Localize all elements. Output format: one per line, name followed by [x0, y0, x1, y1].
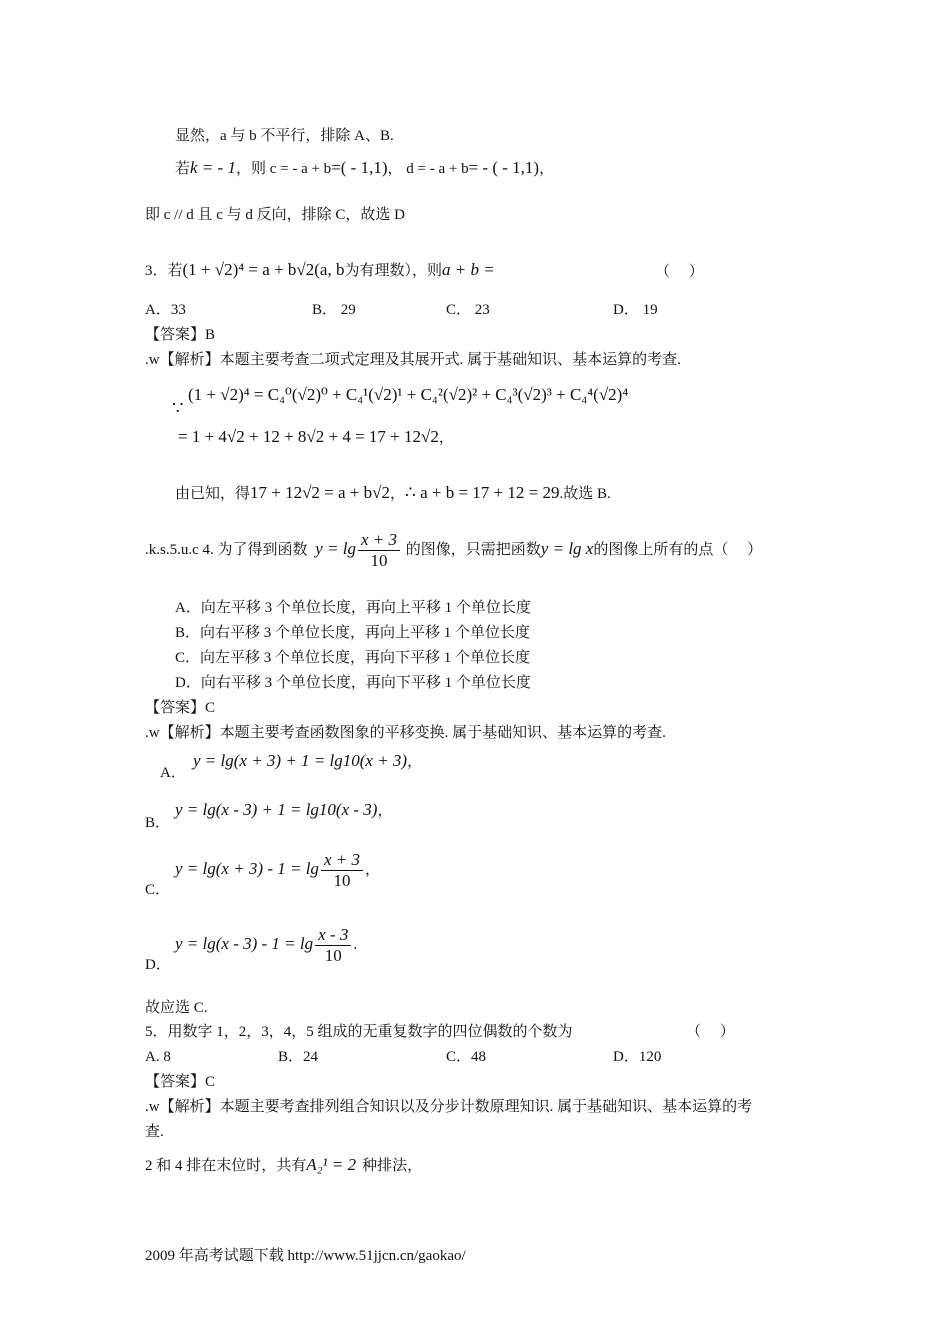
text: B．向右平移 3 个单位长度，再向上平移 1 个单位长度 — [175, 625, 531, 641]
math: y = lg — [315, 538, 356, 558]
text: C． 23 — [446, 302, 490, 318]
fraction — [321, 850, 363, 891]
math: (1 + √2)⁴ = C₄⁰(√2)⁰ + C₄¹(√2)¹ + C₄²(√2)² + C₄³(√2)³ + C₄⁴(√2)⁴ — [188, 385, 629, 404]
math: 17 + 12√2 = a + b√2 — [250, 483, 390, 502]
text: B． 29 — [312, 302, 356, 318]
text-line — [175, 158, 554, 179]
text: D． 19 — [613, 302, 658, 318]
text: D．向右平移 3 个单位长度，再向下平移 1 个单位长度 — [175, 675, 531, 691]
text: ， — [407, 754, 423, 770]
text: 【答案】C — [145, 1074, 216, 1090]
text: ， — [377, 803, 393, 819]
option-d — [613, 300, 658, 320]
option-label — [145, 813, 170, 833]
option-a — [145, 300, 186, 320]
answer — [145, 1072, 215, 1092]
option-b — [175, 623, 530, 643]
text: （ ） — [686, 1024, 735, 1040]
math: y = lg(x + 3) - 1 = lg — [175, 858, 319, 878]
text: ，则 c = - a + b — [235, 161, 332, 177]
question-3 — [145, 260, 495, 281]
text: （ ） — [655, 264, 704, 280]
text: 为有理数），则 — [344, 263, 442, 279]
text: B． — [145, 815, 171, 831]
denominator: 10 — [370, 551, 388, 570]
math: y = lg(x + 3) + 1 = lg10(x + 3) — [193, 751, 408, 770]
text: D． — [145, 957, 171, 973]
option-a — [175, 598, 531, 618]
explanation — [145, 1122, 164, 1142]
text: 即 c // d 且 c 与 d 反向，排除 C，故选 D — [145, 207, 405, 223]
fraction — [315, 925, 351, 966]
math: ∴ a + b = 17 + 12 = 29 — [405, 483, 560, 502]
text: .w【解析】本题主要考查函数图象的平移变换. 属于基础知识、基本运算的考查. — [145, 725, 666, 741]
text-line — [175, 483, 611, 504]
text: 由已知，得 — [175, 486, 251, 502]
text: C．48 — [446, 1049, 487, 1065]
equation — [188, 385, 628, 406]
answer-paren — [655, 262, 704, 282]
math: y = lg x — [540, 538, 594, 558]
option-d — [175, 673, 531, 693]
equation — [175, 850, 380, 891]
text: ， — [389, 486, 405, 502]
text: ∵ — [172, 398, 184, 418]
math: = 1 + 4√2 + 12 + 8√2 + 4 = 17 + 12√2 — [178, 427, 439, 446]
text: 5．用数字 1，2，3，4，5 组成的无重复数字的四位偶数的个数为 — [145, 1024, 573, 1040]
numerator: x + 3 — [358, 530, 400, 551]
numerator: x + 3 — [321, 850, 363, 871]
option-a — [145, 1047, 171, 1067]
math: A₂¹ = 2 — [306, 1155, 357, 1174]
text: 种排法， — [362, 1158, 423, 1174]
text: 若 — [175, 161, 191, 177]
text: 【答案】C — [145, 700, 216, 716]
text: 2 和 4 排在末位时，共有 — [145, 1158, 307, 1174]
math: a + b = — [441, 260, 495, 279]
denominator: 10 — [324, 946, 342, 965]
math: y = lg(x - 3) + 1 = lg10(x - 3) — [175, 800, 378, 819]
text: 的图像上所有的点（ ） — [593, 541, 763, 558]
equation — [175, 800, 392, 821]
because-symbol — [172, 398, 183, 418]
footer — [145, 1246, 466, 1266]
option-d — [613, 1047, 661, 1067]
option-b — [312, 300, 356, 320]
text: ， — [364, 861, 380, 878]
text: C． — [145, 882, 171, 898]
math: k = - 1 — [190, 158, 236, 177]
text: 【答案】B — [145, 327, 216, 343]
text: A. 8 — [145, 1049, 171, 1065]
option-b — [278, 1047, 318, 1067]
text: A． — [160, 765, 186, 781]
equation — [193, 751, 422, 772]
text: .故选 B. — [559, 486, 611, 502]
math: y = lg(x - 3) - 1 = lg — [175, 933, 314, 953]
option-c — [175, 648, 530, 668]
equation — [178, 427, 454, 448]
question-4 — [145, 530, 762, 571]
text: .w【解析】本题主要考查排列组合知识以及分步计数原理知识. 属于基础知识、基本运算的考 — [145, 1099, 753, 1115]
answer — [145, 325, 215, 345]
text: 3．若 — [145, 263, 183, 279]
answer-paren — [686, 1022, 735, 1042]
option-label — [145, 880, 170, 900]
question-5 — [145, 1022, 573, 1042]
text: 的图像，只需把函数 — [405, 541, 541, 558]
text: A．向左平移 3 个单位长度，再向上平移 1 个单位长度 — [175, 600, 531, 616]
equation — [175, 925, 357, 966]
footer-text: 2009 年高考试题下载 http://www.51jjcn.cn/gaokao/ — [145, 1248, 466, 1264]
text: 查. — [145, 1124, 164, 1140]
text: . — [353, 936, 358, 953]
explanation — [145, 350, 681, 370]
text: D．120 — [613, 1049, 662, 1065]
text-line — [175, 126, 394, 146]
math: (1 + √2)⁴ = a + b√2(a, b — [182, 260, 345, 279]
fraction — [358, 530, 400, 571]
answer — [145, 698, 215, 718]
option-label — [145, 955, 171, 975]
text-line — [145, 205, 405, 225]
text: 故应选 C. — [145, 1000, 208, 1016]
math: =( - 1,1) — [331, 158, 388, 177]
text-line — [145, 1155, 422, 1176]
math: = - ( - 1,1) — [468, 158, 540, 177]
option-c — [446, 300, 490, 320]
explanation — [145, 723, 666, 743]
explanation — [145, 1097, 752, 1117]
text: ， — [438, 430, 454, 446]
option-c — [446, 1047, 486, 1067]
option-label — [160, 763, 186, 783]
text: C．向左平移 3 个单位长度，再向下平移 1 个单位长度 — [175, 650, 531, 666]
conclusion — [145, 998, 208, 1018]
denominator: 10 — [333, 871, 351, 890]
text: ， d = - a + b — [387, 161, 469, 177]
numerator: x - 3 — [315, 925, 351, 946]
text: B．24 — [278, 1049, 319, 1065]
text: A．33 — [145, 302, 186, 318]
text: 显然，a 与 b 不平行，排除 A、B. — [175, 128, 394, 144]
text: ， — [539, 161, 555, 177]
text: .k.s.5.u.c 4. 为了得到函数 — [145, 541, 308, 558]
text: .w【解析】本题主要考查二项式定理及其展开式. 属于基础知识、基本运算的考查. — [145, 352, 681, 368]
